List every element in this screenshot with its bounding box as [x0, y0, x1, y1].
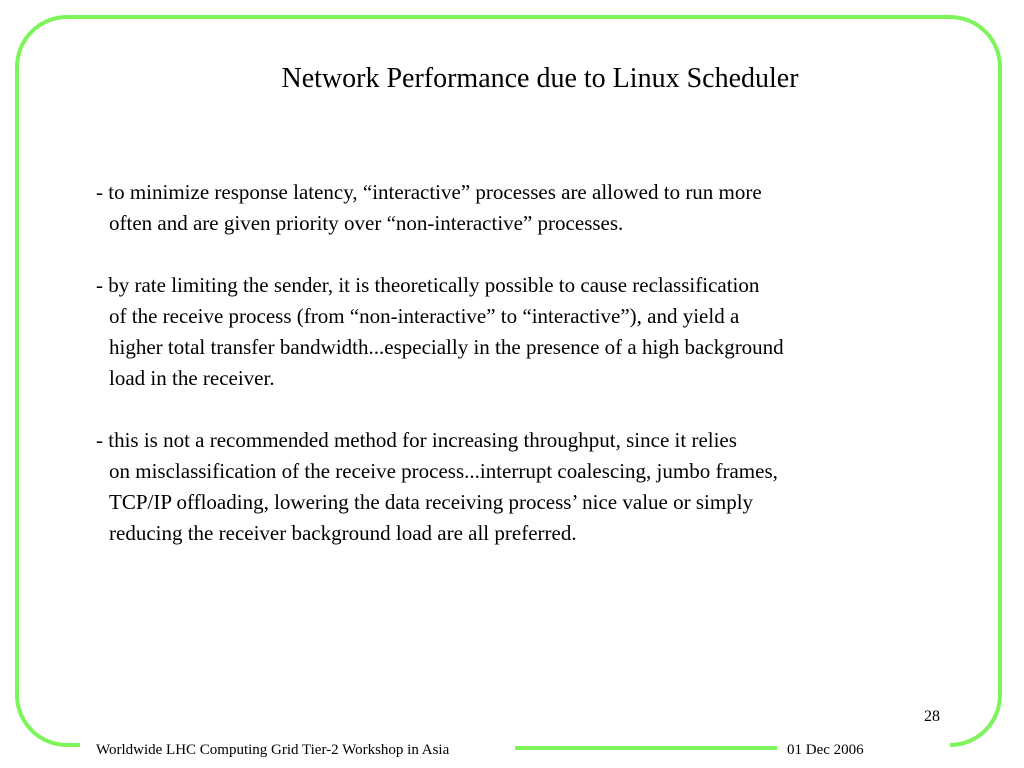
bullet-line: higher total transfer bandwidth...especially in the presence of a high background: [109, 335, 784, 359]
bullet-line: of the receive process (from “non-interactive” to “interactive”), and yield a: [109, 304, 740, 328]
bullet-line: on misclassification of the receive process...interrupt coalescing, jumbo frames,: [109, 459, 778, 483]
bullet-line: - to minimize response latency, “interactive” processes are allowed to run more: [96, 180, 762, 204]
bullet-item: [96, 177, 966, 239]
bullet-line: TCP/IP offloading, lowering the data receiving process’ nice value or simply: [109, 490, 754, 514]
footer-event-title: Worldwide LHC Computing Grid Tier-2 Workshop in Asia: [96, 742, 450, 758]
bullet-line: often and are given priority over “non-interactive” processes.: [109, 211, 624, 235]
bullet-item: [96, 425, 966, 549]
footer-divider: [515, 746, 777, 750]
bullet-item: [96, 270, 966, 394]
page-number: 28: [924, 708, 940, 725]
bullet-line: reducing the receiver background load are all preferred.: [109, 521, 577, 545]
bullet-line: - by rate limiting the sender, it is theoretically possible to cause reclassification: [96, 273, 760, 297]
slide-title: Network Performance due to Linux Scheduler: [281, 63, 799, 94]
bullet-line: - this is not a recommended method for increasing throughput, since it relies: [96, 428, 737, 452]
footer-date: 01 Dec 2006: [787, 742, 864, 758]
bullet-line: load in the receiver.: [109, 366, 275, 390]
bullet-list: [96, 177, 966, 580]
